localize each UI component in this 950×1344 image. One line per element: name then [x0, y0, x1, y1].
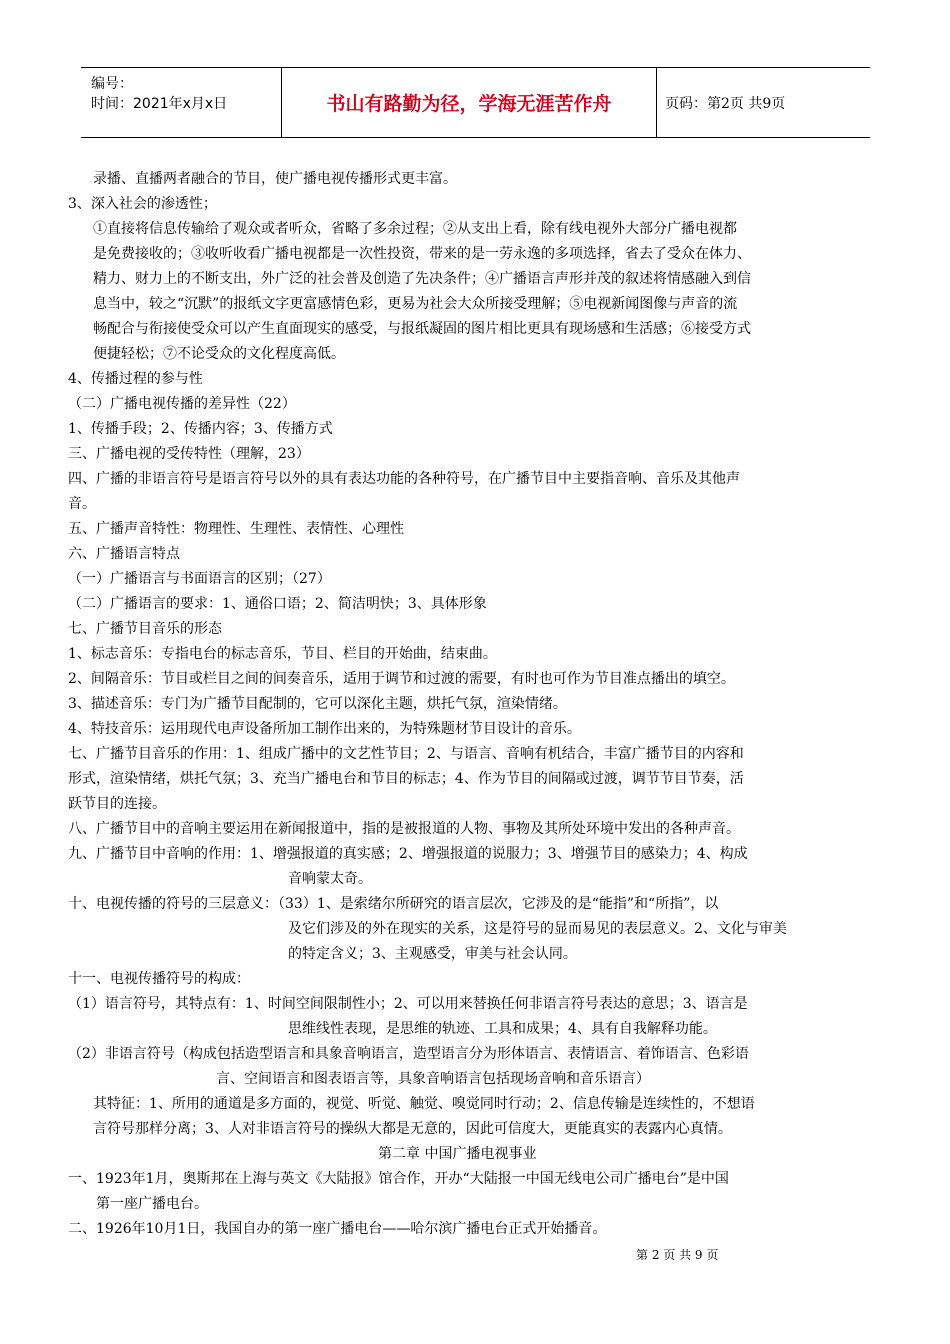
- text-line: 及它们涉及的外在现实的关系，这是符号的显而易见的表层意义。2、文化与审美: [288, 921, 787, 937]
- text-line: 1、传播手段；2、传播内容；3、传播方式: [68, 421, 333, 437]
- text-line: 十、电视传播的符号的三层意义：（33）1、是索绪尔所研究的语言层次，它涉及的是“能指”和“所指”，以: [68, 896, 719, 912]
- text-line: 2、间隔音乐：节目或栏目之间的间奏音乐，适用于调节和过渡的需要，有时也可作为节目准点播出的填空。: [68, 671, 735, 687]
- text-line: （二）广播语言的要求：1、通俗口语；2、简洁明快；3、具体形象: [68, 596, 487, 612]
- text-line: 1、标志音乐：专指电台的标志音乐，节目、栏目的开始曲，结束曲。: [68, 646, 497, 662]
- text-line: 3、描述音乐：专门为广播节目配制的，它可以深化主题，烘托气氛，渲染情绪。: [68, 696, 567, 712]
- text-line: ①直接将信息传输给了观众或者听众，省略了多余过程；②从支出上看，除有线电视外大部分广播电视都: [93, 221, 737, 237]
- text-line: 思维线性表现，是思维的轨迹、工具和成果；4、具有自我解释功能。: [288, 1021, 717, 1037]
- header-motto: 书山有路勤为径，学海无涯苦作舟: [282, 68, 657, 137]
- page-footer: 第 2 页 共 9 页: [636, 1248, 719, 1262]
- text-line: 音响蒙太奇。: [288, 871, 372, 887]
- text-line: 十一、电视传播符号的构成：: [68, 971, 250, 987]
- text-line: 精力、财力上的不断支出，外广泛的社会普及创造了先决条件；④广播语言声形并茂的叙述将情感融入到信: [93, 271, 751, 287]
- chapter-heading: 第二章 中国广播电视事业: [378, 1146, 537, 1162]
- text-line: 形式，渲染情绪，烘托气氛；3、充当广播电台和节目的标志；4、作为节目的间隔或过渡，调节节目节奏，活: [68, 771, 744, 787]
- text-line: 息当中，较之“沉默”的报纸文字更富感情色彩，更易为社会大众所接受理解；⑤电视新闻图像与声音的流: [93, 296, 738, 312]
- text-line: 三、广播电视的受传特性（理解，23）: [68, 446, 310, 462]
- text-line: 五、广播声音特性：物理性、生理性、表情性、心理性: [68, 521, 404, 537]
- text-line: 七、广播节目音乐的形态: [68, 621, 222, 637]
- text-line: 便捷轻松；⑦不论受众的文化程度高低。: [93, 346, 345, 362]
- text-line: 言、空间语言和图表语言等，具象音响语言包括现场音响和音乐语言）: [216, 1071, 650, 1087]
- page-header: [81, 67, 870, 138]
- document-time-label: 时间：2021年x月x日: [91, 96, 228, 112]
- text-line: 跃节目的连接。: [68, 796, 166, 812]
- text-line: 一、1923年1月，奥斯邦在上海与英文《大陆报》馆合作，开办“大陆报一中国无线电公司广播电台”是中国: [68, 1171, 729, 1187]
- text-line: 六、广播语言特点: [68, 546, 180, 562]
- text-line: （2）非语言符号（构成包括造型语言和具象音响语言，造型语言分为形体语言、表情语言、着饰语言、色彩语: [68, 1046, 749, 1062]
- text-line: 七、广播节目音乐的作用：1、组成广播中的文艺性节目；2、与语言、音响有机结合，丰富广播节目的内容和: [68, 746, 744, 762]
- text-line: 二、1926年10月1日，我国自办的第一座广播电台——哈尔滨广播电台正式开始播音。: [68, 1221, 607, 1237]
- text-line: 是免费接收的；③收听收看广播电视都是一次性投资，带来的是一劳永逸的多项选择，省去了受众在体力、: [93, 246, 751, 262]
- text-line: （二）广播电视传播的差异性（22）: [68, 396, 296, 412]
- text-line: （一）广播语言与书面语言的区别；（27）: [68, 571, 331, 587]
- document-number-label: 编号：: [91, 76, 133, 92]
- text-line: 八、广播节目中的音响主要运用在新闻报道中，指的是被报道的人物、事物及其所处环境中发出的各种声音。: [68, 821, 740, 837]
- text-line: 的特定含义；3、主观感受，审美与社会认同。: [288, 946, 577, 962]
- text-line: 四、广播的非语言符号是语言符号以外的具有表达功能的各种符号，在广播节目中主要指音响、音乐及其他声: [68, 471, 740, 487]
- text-line: 音。: [68, 496, 96, 512]
- header-meta-cell: [81, 68, 282, 137]
- text-line: 录播、直播两者融合的节目，使广播电视传播形式更丰富。: [93, 171, 457, 187]
- text-line: 3、深入社会的渗透性；: [68, 196, 217, 212]
- text-line: 4、特技音乐：运用现代电声设备所加工制作出来的，为特殊题材节目设计的音乐。: [68, 721, 581, 737]
- text-line: 4、传播过程的参与性: [68, 371, 203, 387]
- text-line: 九、广播节目中音响的作用：1、增强报道的真实感；2、增强报道的说服力；3、增强节目的感染力；4、构成: [68, 846, 748, 862]
- header-page-indicator: 页码：第2页 共9页: [665, 96, 786, 112]
- text-line: 其特征：1、所用的通道是多方面的，视觉、听觉、触觉、嗅觉同时行动；2、信息传输是连续性的，不想语: [93, 1096, 755, 1112]
- text-line: 第一座广播电台。: [96, 1196, 208, 1212]
- text-line: （1）语言符号，其特点有：1、时间空间限制性小；2、可以用来替换任何非语言符号表达的意思；3、语言是: [68, 996, 748, 1012]
- text-line: 畅配合与衔接使受众可以产生直面现实的感受，与报纸凝固的图片相比更具有现场感和生活感；⑥接受方式: [93, 321, 751, 337]
- text-line: 言符号那样分离；3、人对非语言符号的操纵大都是无意的，因此可信度大，更能真实的表露内心真情。: [93, 1121, 732, 1137]
